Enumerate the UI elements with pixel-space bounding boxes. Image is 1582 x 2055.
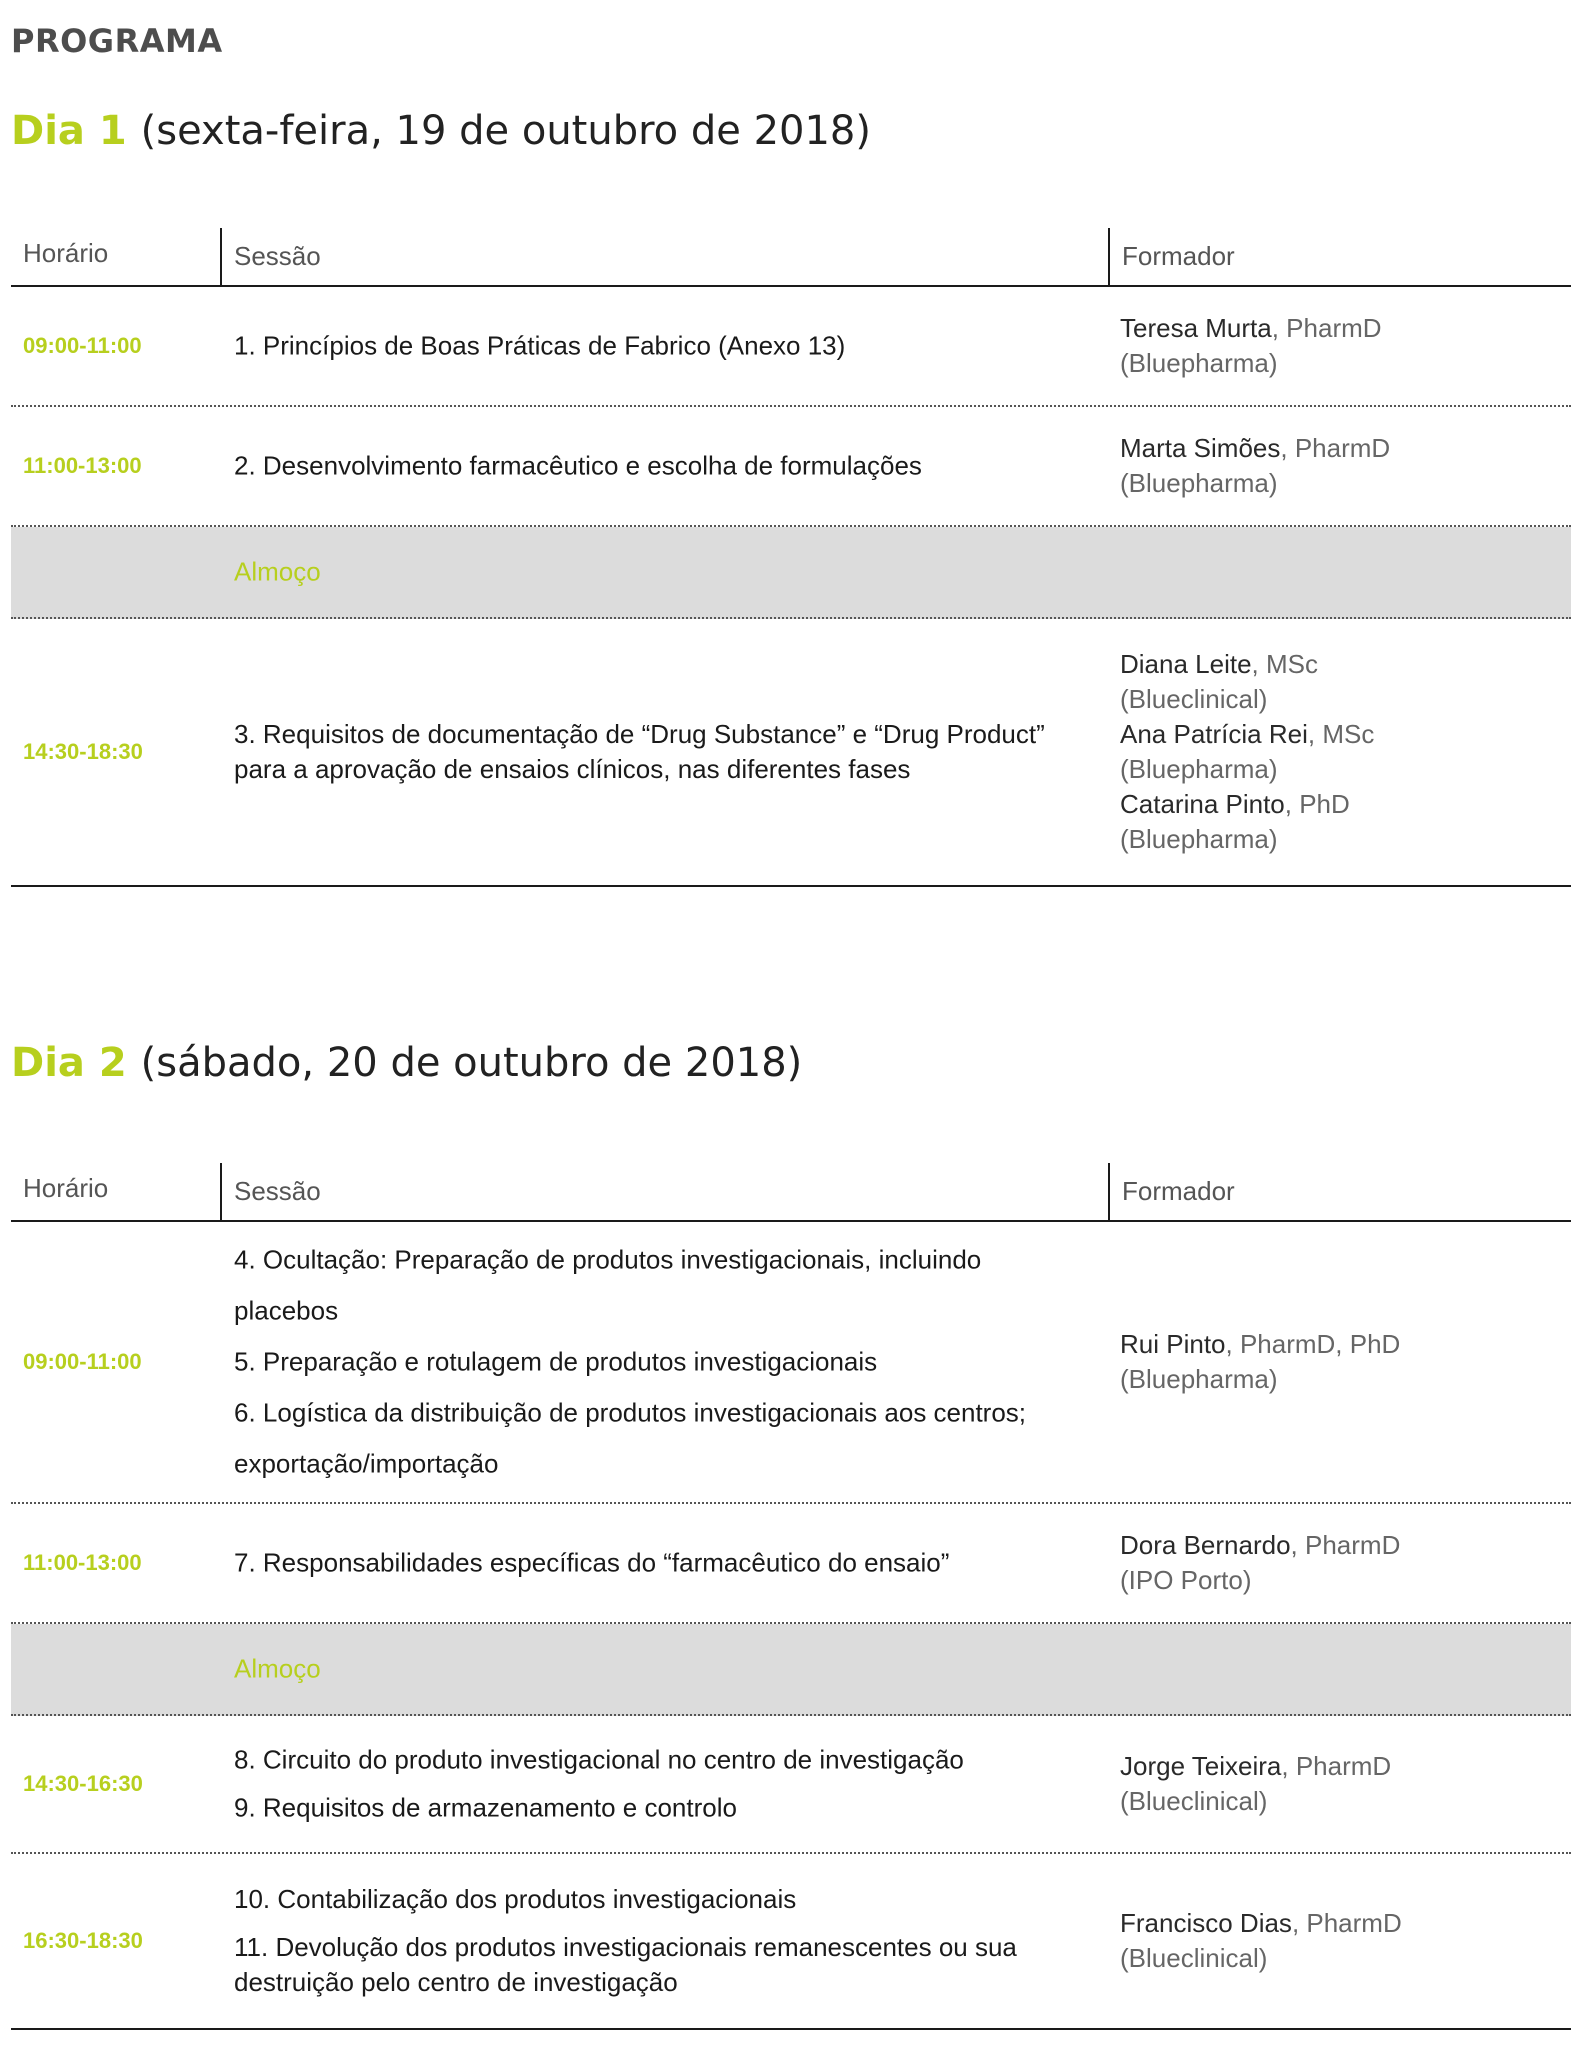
row-session	[234, 1882, 1084, 2000]
trainer-org: (Bluepharma)	[1120, 348, 1278, 378]
trainer-degree: , PharmD	[1281, 1751, 1392, 1781]
session-item: 5. Preparação e rotulagem de produtos investigacionais	[234, 1346, 878, 1377]
day1-date: (sexta-feira, 19 de outubro de 2018)	[140, 108, 871, 154]
lunch-label: Almoço	[234, 556, 321, 587]
row-session	[234, 449, 1084, 484]
trainer-name: Jorge Teixeira	[1120, 1751, 1282, 1781]
table-row	[11, 407, 1571, 527]
table-row	[11, 1222, 1571, 1504]
trainer-degree: , MSc	[1307, 719, 1375, 749]
row-time: 09:00-11:00	[23, 333, 142, 358]
table-row	[11, 1504, 1571, 1624]
day1-schedule-table	[11, 228, 1571, 887]
day1-label: Dia 1	[11, 108, 127, 154]
trainer-org: (Bluepharma)	[1120, 824, 1278, 854]
trainer-degree: , PhD	[1284, 789, 1350, 819]
table-row	[11, 287, 1571, 407]
row-time: 11:00-13:00	[23, 1550, 142, 1575]
table-header	[11, 1163, 1571, 1222]
row-time: 14:30-18:30	[23, 739, 143, 764]
row-trainer	[1120, 1327, 1560, 1397]
session-item: 11. Devolução dos produtos investigacionais remanescentes ou sua destruição pelo centro de investigação	[234, 1932, 1017, 1997]
table-row	[11, 1854, 1571, 2030]
page-title: PROGRAMA	[11, 22, 223, 60]
row-trainer	[1120, 1906, 1560, 1976]
trainer-name: Diana Leite	[1120, 649, 1252, 679]
row-trainer	[1120, 1528, 1560, 1598]
row-session	[234, 1235, 1084, 1490]
trainer-org: (Bluepharma)	[1120, 468, 1278, 498]
day2-date: (sábado, 20 de outubro de 2018)	[140, 1040, 803, 1086]
header-horario: Horário	[23, 1173, 109, 1203]
row-time: 14:30-16:30	[23, 1771, 143, 1796]
row-time: 16:30-18:30	[23, 1928, 143, 1953]
session-item: 10. Contabilização dos produtos investigacionais	[234, 1884, 797, 1914]
trainer-name: Dora Bernardo	[1120, 1530, 1291, 1560]
table-header	[11, 228, 1571, 287]
trainer-degree: , PharmD, PhD	[1225, 1329, 1401, 1359]
trainer-org: (Bluepharma)	[1120, 754, 1278, 784]
row-session	[234, 1546, 1084, 1581]
lunch-row	[11, 1624, 1571, 1716]
trainer-degree: , PharmD	[1280, 433, 1391, 463]
row-trainer	[1120, 1749, 1560, 1819]
day1-heading	[11, 108, 871, 154]
trainer-org: (Bluepharma)	[1120, 1364, 1278, 1394]
day2-heading	[11, 1040, 802, 1086]
trainer-org: (Blueclinical)	[1120, 1943, 1268, 1973]
session-item: 6. Logística da distribuição de produtos investigacionais aos centros; exportação/importação	[234, 1397, 1027, 1479]
trainer-degree: , PharmD	[1291, 1908, 1402, 1938]
session-item: 7. Responsabilidades específicas do “farmacêutico do ensaio”	[234, 1547, 950, 1578]
trainer-name: Teresa Murta	[1120, 313, 1272, 343]
day2-label: Dia 2	[11, 1040, 127, 1086]
trainer-degree: , PharmD	[1290, 1530, 1401, 1560]
header-horario: Horário	[23, 238, 109, 268]
row-trainer	[1120, 311, 1560, 381]
header-formador: Formador	[1108, 228, 1235, 285]
header-sessao: Sessão	[220, 1163, 321, 1220]
row-session	[234, 717, 1084, 787]
session-item: 8. Circuito do produto investigacional no centro de investigação	[234, 1744, 964, 1775]
trainer-name: Rui Pinto	[1120, 1329, 1226, 1359]
session-item: 4. Ocultação: Preparação de produtos investigacionais, incluindo placebos	[234, 1244, 982, 1326]
row-time: 11:00-13:00	[23, 453, 142, 478]
table-row	[11, 1716, 1571, 1854]
session-item: 9. Requisitos de armazenamento e controlo	[234, 1792, 737, 1823]
trainer-org: (Blueclinical)	[1120, 684, 1268, 714]
lunch-row	[11, 527, 1571, 619]
table-row	[11, 619, 1571, 887]
session-item: 1. Princípios de Boas Práticas de Fabrico (Anexo 13)	[234, 330, 846, 361]
trainer-degree: , MSc	[1251, 649, 1318, 679]
row-session	[234, 329, 1084, 364]
row-session	[234, 1743, 1084, 1826]
lunch-label: Almoço	[234, 1653, 321, 1684]
header-formador: Formador	[1108, 1163, 1235, 1220]
row-time: 09:00-11:00	[23, 1349, 142, 1374]
trainer-name: Ana Patrícia Rei	[1120, 719, 1308, 749]
trainer-name: Francisco Dias	[1120, 1908, 1292, 1938]
row-trainer	[1120, 647, 1560, 857]
trainer-degree: , PharmD	[1271, 313, 1382, 343]
header-sessao: Sessão	[220, 228, 321, 285]
session-item: 2. Desenvolvimento farmacêutico e escolha de formulações	[234, 450, 922, 481]
trainer-name: Marta Simões	[1120, 433, 1281, 463]
day2-schedule-table	[11, 1163, 1571, 2030]
trainer-name: Catarina Pinto	[1120, 789, 1285, 819]
session-item: 3. Requisitos de documentação de “Drug Substance” e “Drug Product” para a aprovação de ensaios clínicos, nas diferentes fases	[234, 719, 1045, 784]
row-trainer	[1120, 431, 1560, 501]
trainer-org: (Blueclinical)	[1120, 1786, 1268, 1816]
trainer-org: (IPO Porto)	[1120, 1565, 1252, 1595]
